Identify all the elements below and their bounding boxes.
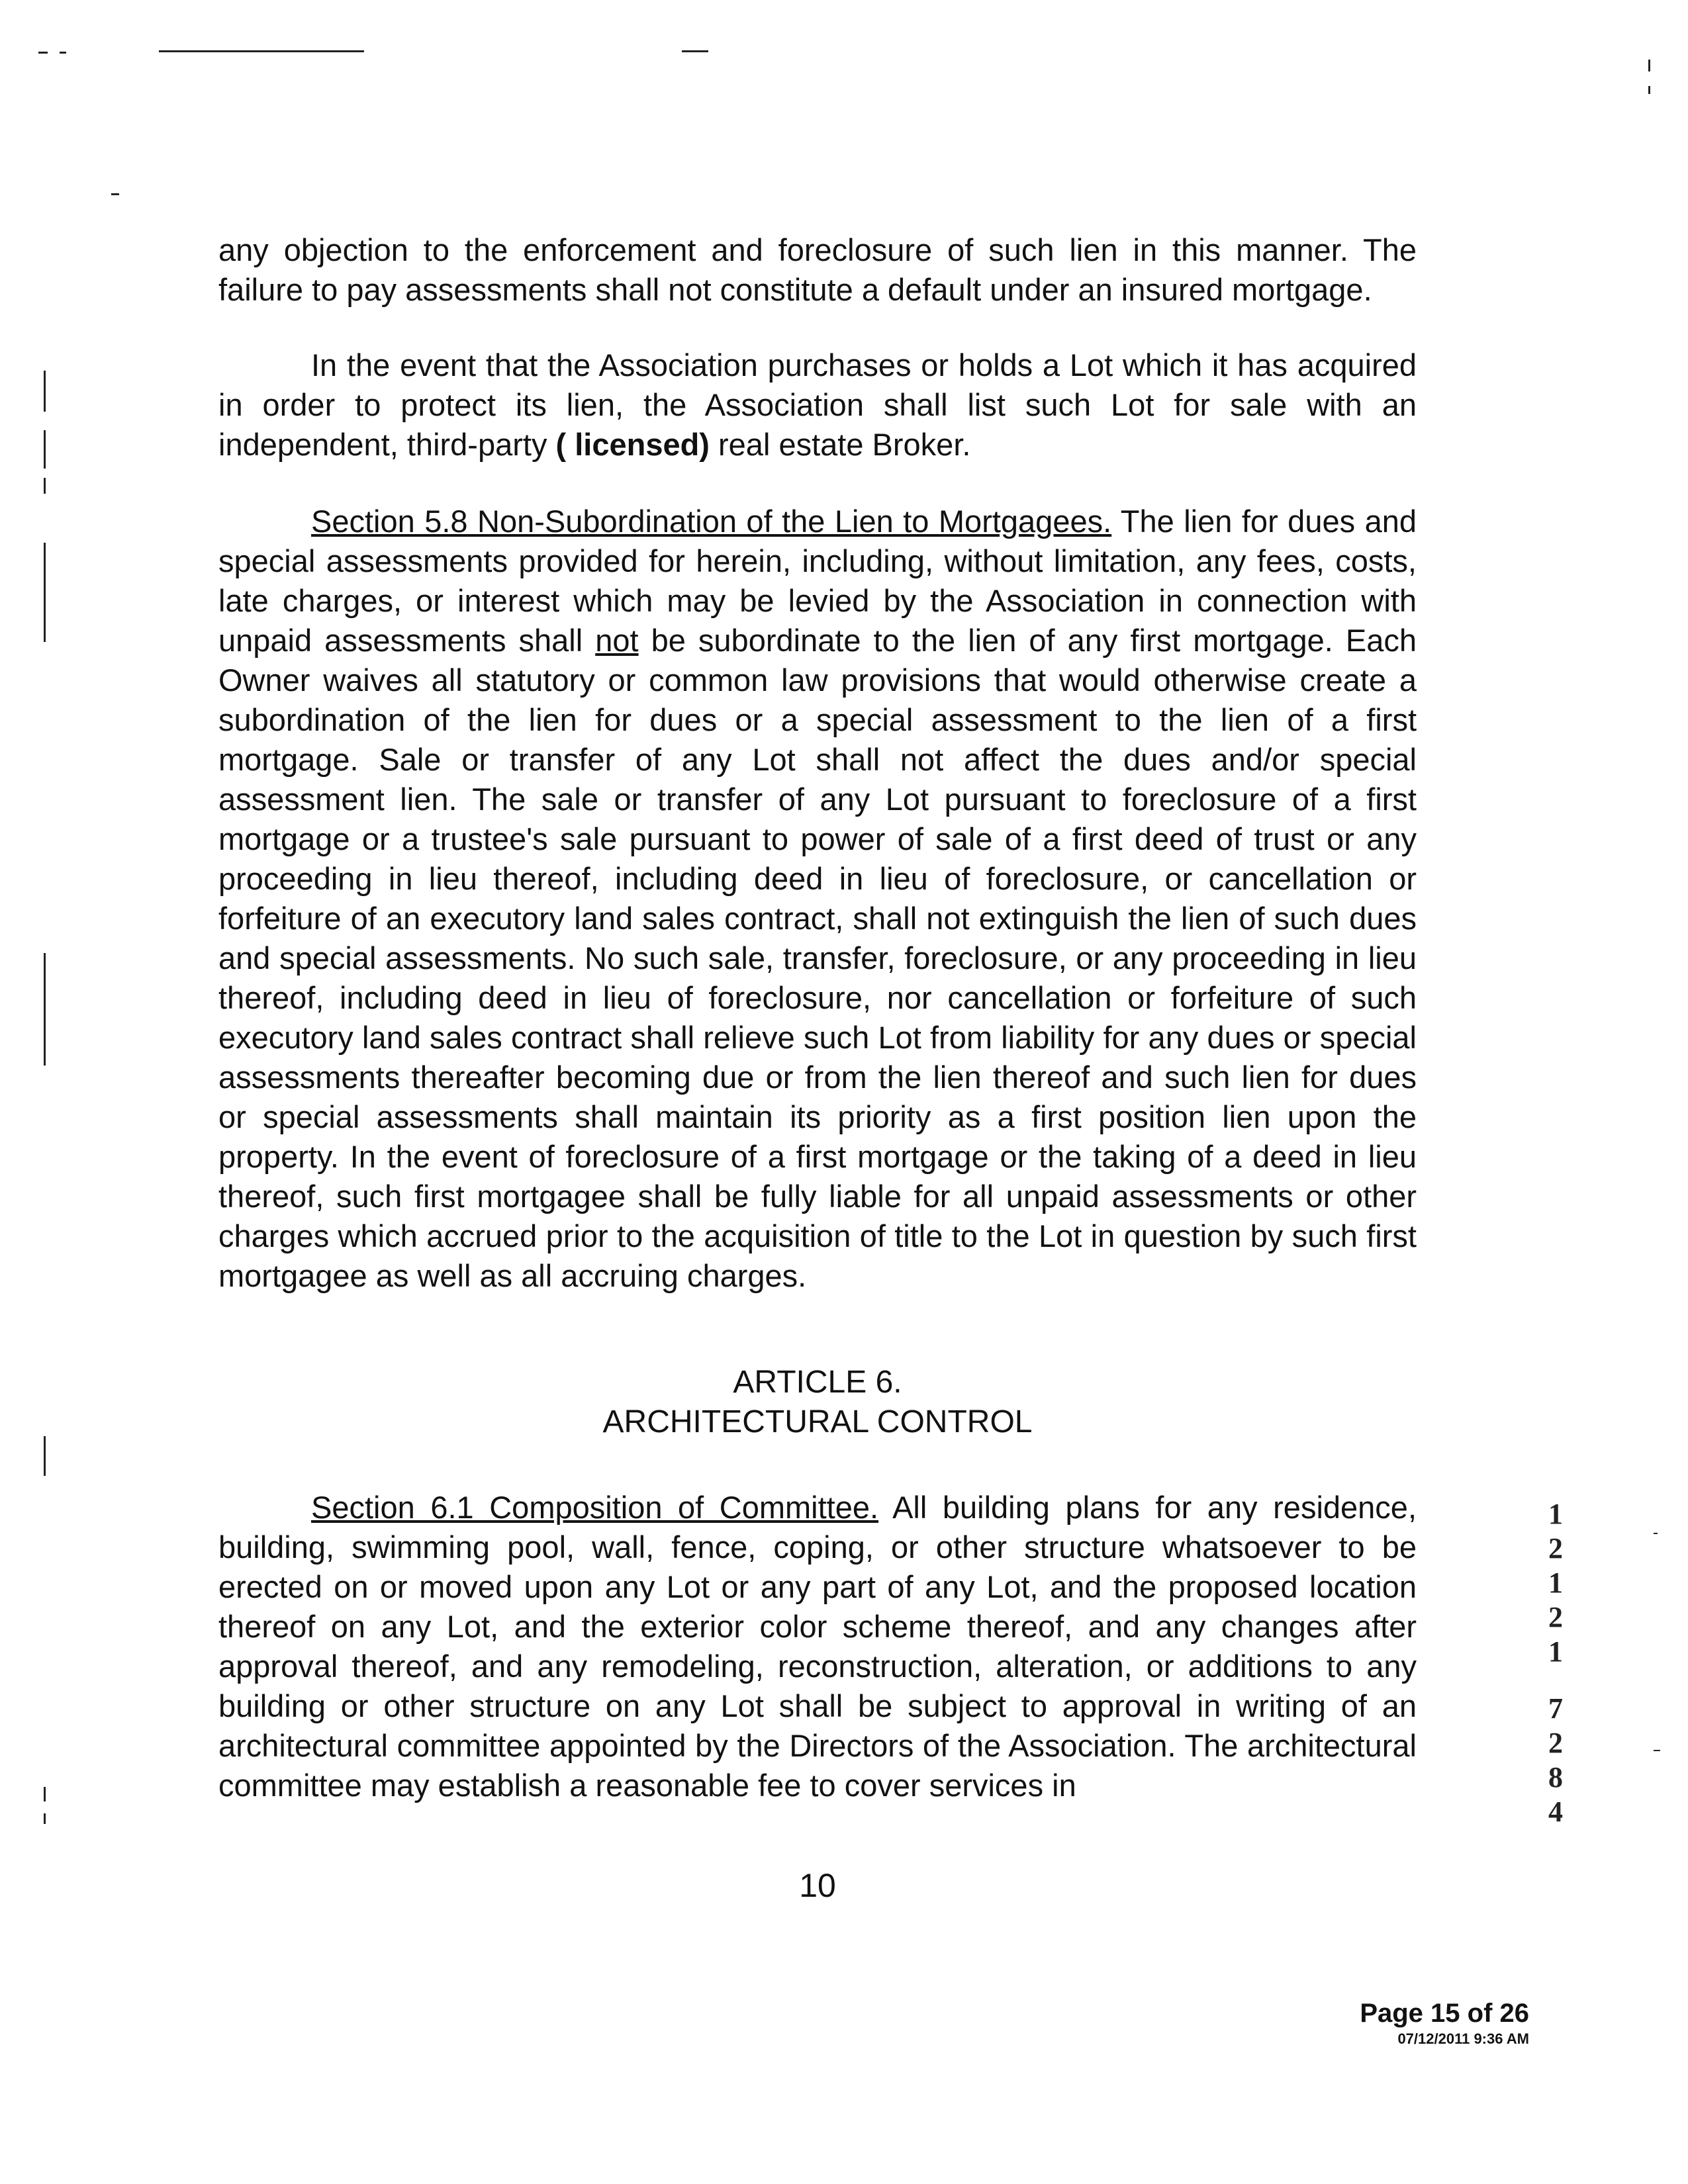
scan-mark — [38, 52, 48, 54]
side-stamp-digit: 4 — [1548, 1796, 1563, 1828]
revision-bar — [44, 478, 46, 494]
scan-line — [682, 50, 708, 52]
revision-bar — [44, 1787, 46, 1801]
paragraph-association-lot — [218, 345, 1417, 465]
scan-mark — [1654, 1750, 1660, 1751]
revision-bar — [44, 953, 46, 1066]
section-5-8-title: Section 5.8 Non-Subordination of the Lien to Mortgagees. — [311, 504, 1112, 539]
scan-mark — [1648, 86, 1650, 94]
side-stamp-digit: 2 — [1548, 1727, 1563, 1759]
not-emphasis: not — [595, 623, 639, 658]
footer-timestamp: 07/12/2011 9:36 AM — [1397, 2030, 1529, 2047]
scan-mark — [60, 52, 66, 54]
section-5-8-text-a: The lien for dues and special assessments provided for herein, including, without limitation, any fees, costs, late charges, or interest which may be levied by the Association in connection with unpaid assessments shall — [218, 504, 1417, 658]
paragraph-text: any objection to the enforcement and foreclosure of such lien in this manner. The failure to pay assessments shall not constitute a default under an insured mortgage. — [218, 232, 1417, 307]
revision-bar — [44, 1436, 46, 1476]
side-stamp-digit: 2 — [1548, 1601, 1563, 1633]
revision-bar — [44, 430, 46, 469]
side-stamp-digit: 1 — [1548, 1635, 1563, 1668]
section-6-1-text: All building plans for any residence, building, swimming pool, wall, fence, coping, or other structure whatsoever to be erected on or moved upon any Lot or any part of any Lot, and the proposed location thereof on any Lot, and the exterior color scheme thereof, and any changes after approval thereof, and any remodeling, reconstruction, alteration, or additions to any building or other structure on any Lot shall be subject to approval in writing of an architectural committee appointed by the Directors of the Association. The architectural committee may establish a reasonable fee to cover services in — [218, 1490, 1417, 1803]
revision-bar — [44, 1813, 46, 1824]
section-5-8 — [218, 502, 1417, 1296]
scan-line — [159, 50, 364, 52]
article-title: ARCHITECTURAL CONTROL — [602, 1404, 1033, 1439]
side-stamp-digit: 1 — [1548, 1498, 1563, 1530]
section-6-1 — [218, 1488, 1417, 1805]
paragraph-text: In the event that the Association purchases or holds a Lot which it has acquired in order to protect its lien, the Association shall list such Lot for sale with an independent, third-party — [218, 347, 1417, 462]
section-6-1-title: Section 6.1 Composition of Committee. — [311, 1490, 879, 1525]
revision-bar — [44, 543, 46, 642]
side-stamp-digit: 2 — [1548, 1532, 1563, 1565]
scan-mark — [1654, 1533, 1658, 1534]
paragraph-lien-objection — [218, 230, 1417, 310]
side-stamp-digit: 1 — [1548, 1567, 1563, 1599]
article-number: ARTICLE 6. — [733, 1365, 902, 1400]
licensed-emphasis: ( licensed) — [555, 427, 710, 462]
revision-bar — [44, 371, 46, 412]
page-number: 10 — [799, 1867, 836, 1904]
section-5-8-text-b: be subordinate to the lien of any first mortgage. Each Owner waives all statutory or common law provisions that would otherwise create a subordination of the lien for dues or a special assessment to the lien of a first mortgage. Sale or transfer of any Lot shall not affect the dues and/or special assessment lien. The sale or transfer of any Lot pursuant to foreclosure of a first mortgage or a trustee's sale pursuant to power of sale of a first deed of trust or any proceeding in lieu thereof, including deed in lieu of foreclosure, or cancellation or forfeiture of an executory land sales contract, shall not extinguish the lien of such dues and special assessments. No such sale, transfer, foreclosure, or any proceeding in lieu thereof, including deed in lieu of foreclosure, nor cancellation or forfeiture of such executory land sales contract shall relieve such Lot from liability for any dues or special assessments thereafter becoming due or from the lien thereof and such lien for dues or special assessments shall maintain its priority as a first position lien upon the property. In the event of foreclosure of a first mortgage or the taking of a deed in lieu thereof, such first mortgagee shall be fully liable for all unpaid assessments or other charges which accrued prior to the acquisition of title to the Lot in question by such first mortgagee as well as all accruing charges. — [218, 623, 1417, 1293]
paragraph-text-end: real estate Broker. — [718, 427, 971, 462]
side-stamp-digit: 8 — [1548, 1761, 1563, 1794]
scan-mark — [111, 193, 119, 195]
scan-mark — [1648, 60, 1650, 71]
side-stamp-digit: 7 — [1548, 1692, 1563, 1725]
footer-page-count: Page 15 of 26 — [1360, 1999, 1529, 2028]
